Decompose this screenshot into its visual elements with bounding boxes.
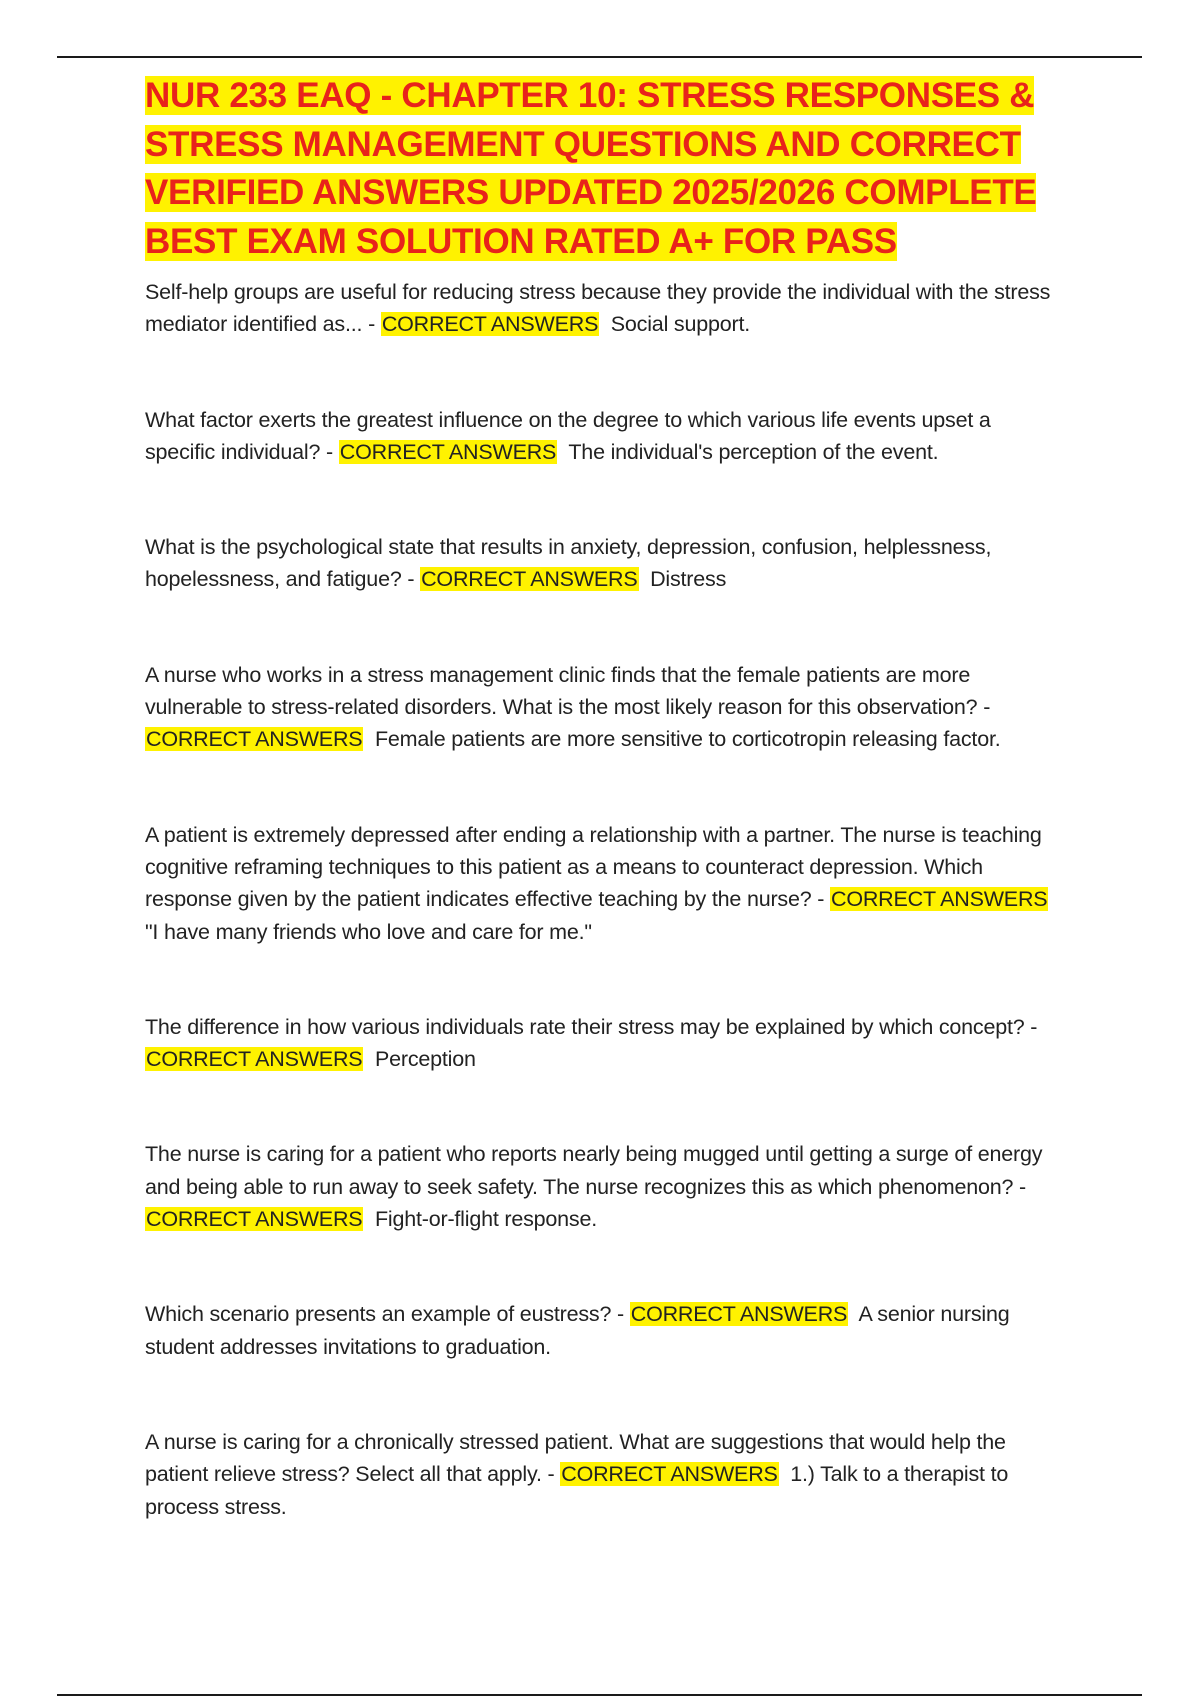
question-text: A nurse who works in a stress management clinic finds that the female patients are more vulnerable to stress-related disorders. What is the most likely reason for this observation? <box>145 662 978 720</box>
correct-answers-tag: CORRECT ANSWERS <box>381 312 599 337</box>
qa-item <box>145 819 1065 948</box>
answer-text: Perception <box>374 1047 476 1072</box>
question-text: Self-help groups are useful for reducing stress because they provide the individual with the stress mediator identified as... <box>145 280 1051 337</box>
separator: - <box>811 887 830 912</box>
separator: - <box>977 695 991 720</box>
qa-list <box>145 276 1065 1523</box>
correct-answers-tag: CORRECT ANSWERS <box>146 727 363 752</box>
correct-answers-tag: CORRECT ANSWERS <box>146 1047 363 1072</box>
question-text: What factor exerts the greatest influence on the degree to which various life events upset a specific individual? <box>145 407 991 464</box>
document-title <box>145 72 1065 266</box>
separator: - <box>1013 1174 1026 1199</box>
question-text: A patient is extremely depressed after ending a relationship with a partner. The nurse is teaching cognitive reframing techniques to this patient as a means to counteract depression. Which response given by the patient indicates effective teaching by the nurse? <box>145 822 1042 912</box>
answer-text: Female patients are more sensitive to corticotropin releasing factor. <box>374 727 1001 752</box>
separator: - <box>1024 1014 1038 1039</box>
qa-item <box>145 1138 1065 1235</box>
correct-answers-tag: CORRECT ANSWERS <box>421 567 638 592</box>
qa-item <box>145 531 1065 596</box>
correct-answers-tag: CORRECT ANSWERS <box>339 439 557 464</box>
qa-item <box>145 659 1065 756</box>
answer-text: 1.) Talk to a therapist to process stress. <box>145 1462 1009 1519</box>
document-title-text: NUR 233 EAQ - CHAPTER 10: STRESS RESPONSES & STRESS MANAGEMENT QUESTIONS AND CORRECT VERIFIED ANSWERS UPDATED 2025/2026 COMPLETE BEST EXAM SOLUTION RATED A+ FOR PASS <box>145 76 1037 261</box>
qa-item <box>145 1298 1065 1363</box>
question-text: The nurse is caring for a patient who reports nearly being mugged until getting a surge of energy and being able to run away to seek safety. The nurse recognizes this as which phenomenon? <box>145 1142 1043 1199</box>
top-rule <box>57 56 1142 58</box>
correct-answers-tag: CORRECT ANSWERS <box>561 1462 778 1487</box>
qa-item <box>145 276 1065 341</box>
qa-item <box>145 1426 1065 1523</box>
answer-text: Social support. <box>610 312 750 337</box>
separator: - <box>320 439 339 464</box>
answer-text: Distress <box>650 567 727 592</box>
bottom-rule <box>57 1694 1142 1696</box>
question-text: The difference in how various individuals rate their stress may be explained by which concept? <box>145 1014 1025 1039</box>
correct-answers-tag: CORRECT ANSWERS <box>831 887 1048 912</box>
answer-text: "I have many friends who love and care for me." <box>145 919 592 944</box>
correct-answers-tag: CORRECT ANSWERS <box>146 1207 363 1232</box>
separator: - <box>401 567 421 592</box>
question-text: What is the psychological state that results in anxiety, depression, confusion, helplessness, hopelessness, and fatigue? <box>145 535 992 592</box>
question-text: A nurse is caring for a chronically stressed patient. What are suggestions that would help the patient relieve stress? Select all that apply. <box>145 1429 1006 1487</box>
question-text: Which scenario presents an example of eustress? <box>145 1302 612 1327</box>
correct-answers-tag: CORRECT ANSWERS <box>630 1302 848 1327</box>
separator: - <box>541 1462 561 1487</box>
qa-item <box>145 1011 1065 1076</box>
answer-text: Fight-or-flight response. <box>374 1207 598 1232</box>
document-page <box>145 72 1065 1586</box>
separator: - <box>611 1302 630 1327</box>
qa-item <box>145 404 1065 469</box>
answer-text: The individual's perception of the event. <box>568 439 939 464</box>
separator: - <box>362 312 381 337</box>
answer-text: A senior nursing student addresses invitations to graduation. <box>145 1302 1010 1359</box>
